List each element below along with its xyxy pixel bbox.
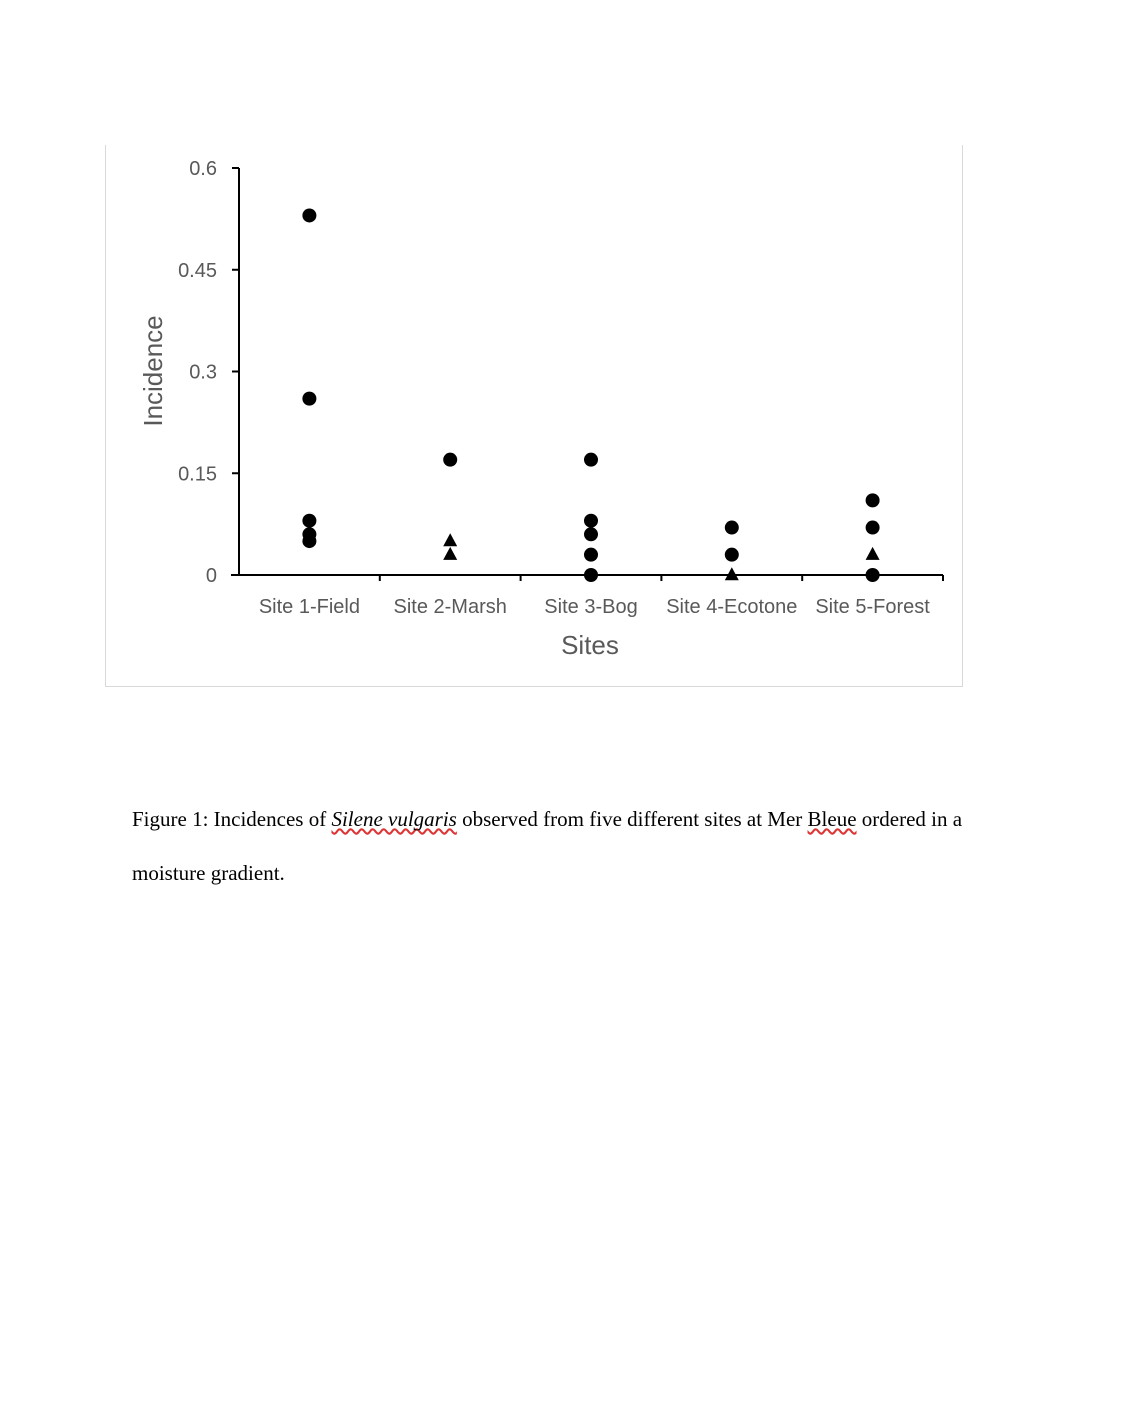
- caption-suffix: ordered in a moisture gradient.: [132, 807, 963, 885]
- circle-point: [443, 453, 457, 467]
- circle-point: [725, 521, 739, 535]
- circle-point: [584, 568, 598, 582]
- x-category-label: Site 4-Ecotone: [666, 596, 798, 618]
- x-axis-title: Sites: [561, 630, 619, 660]
- chart-frame: [105, 145, 963, 687]
- circle-point: [584, 453, 598, 467]
- circle-point: [866, 568, 880, 582]
- circle-point: [302, 392, 316, 406]
- caption-species: Silene vulgaris: [331, 807, 457, 831]
- triangle-point: [443, 547, 457, 560]
- triangle-point: [866, 547, 880, 560]
- figure-caption: [132, 792, 1012, 900]
- circle-point: [584, 548, 598, 562]
- triangle-point: [725, 567, 739, 580]
- x-category-label: Site 2-Marsh: [393, 596, 507, 618]
- caption-middle: observed from five different sites at Mer: [456, 807, 808, 831]
- y-axis-title: Incidence: [138, 315, 168, 427]
- y-tick-label: 0.6: [189, 158, 217, 180]
- circle-point: [584, 527, 598, 541]
- circle-point: [302, 534, 316, 548]
- y-tick-labels: [178, 158, 217, 587]
- circle-point: [302, 208, 316, 222]
- circle-point: [866, 521, 880, 535]
- triangle-point: [443, 533, 457, 546]
- y-tick-label: 0.3: [189, 361, 217, 384]
- x-category-label: Site 5-Forest: [815, 596, 930, 618]
- caption-place: Bleue: [807, 807, 857, 831]
- y-tick-label: 0: [205, 565, 217, 587]
- scatter-chart: [106, 145, 964, 687]
- data-points: [302, 208, 879, 582]
- x-category-label: Site 1-Field: [258, 596, 360, 618]
- x-category-label: Site 3-Bog: [544, 596, 638, 618]
- circle-point: [725, 548, 739, 562]
- x-category-labels: [259, 596, 930, 618]
- y-tick-label: 0.15: [178, 463, 217, 486]
- y-tick-label: 0.45: [178, 259, 217, 282]
- circle-point: [302, 514, 316, 528]
- circle-point: [584, 514, 598, 528]
- caption-prefix: Figure 1: Incidences of: [132, 807, 332, 831]
- circle-point: [866, 493, 880, 507]
